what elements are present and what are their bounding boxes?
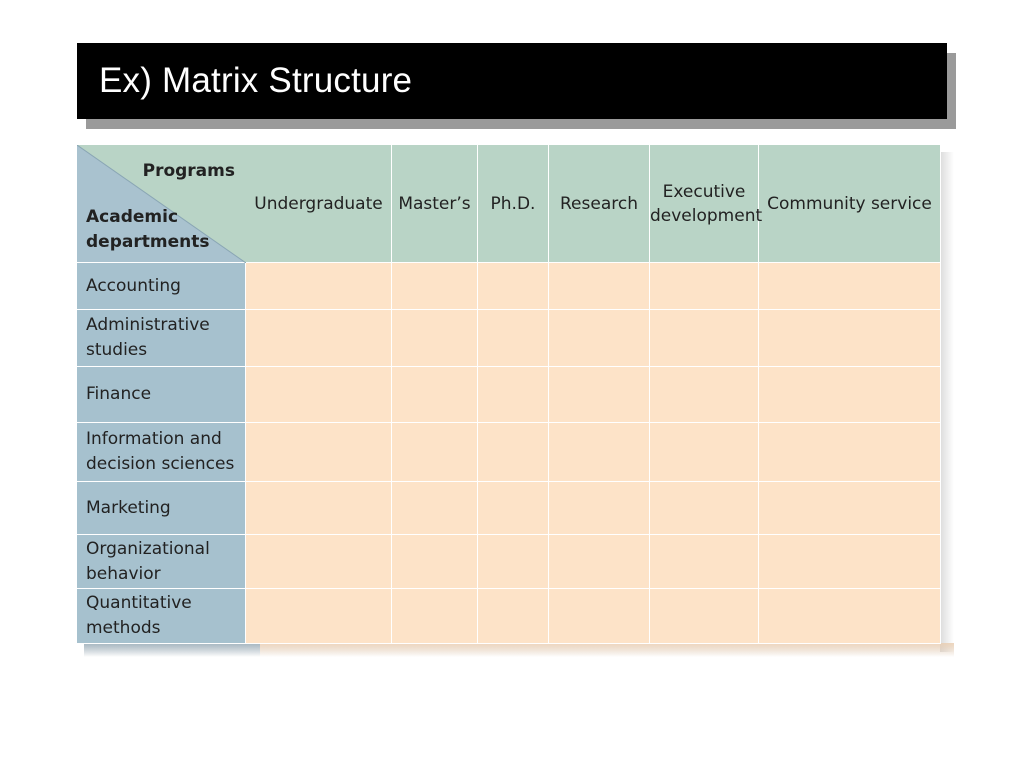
corner-programs-label: Programs [142,161,235,181]
matrix-cell [549,589,650,644]
corner-departments-label [86,205,209,255]
row-label-line1: Marketing [86,497,171,518]
row-label-line1: Quantitative [86,593,192,613]
matrix-cell [759,535,941,589]
row-label-line1: Finance [86,384,152,404]
matrix-cell [478,367,549,423]
column-header [478,145,549,263]
matrix-cell [478,535,549,589]
row-label [77,535,246,589]
row-label-line2: behavior [86,563,161,584]
matrix-cell [392,535,478,589]
matrix-cell [392,482,478,535]
title-banner [77,43,947,119]
row-label [77,367,246,423]
row-label [77,482,246,535]
matrix-shadow-right [940,152,954,652]
column-header [392,145,478,263]
matrix-shadow-bottom [84,643,954,657]
matrix-cell [246,535,392,589]
slide-title: Ex) Matrix Structure [99,61,413,100]
matrix-cell [549,423,650,482]
matrix-cell [549,310,650,367]
matrix-cell [759,423,941,482]
matrix-cell [478,310,549,367]
column-header-line1: Ph.D. [490,193,536,214]
row-label-line1: Administrative [86,315,210,335]
row-label [77,263,246,310]
matrix-cell [759,482,941,535]
row-label [77,310,246,367]
matrix-cell [246,482,392,535]
table-row [77,482,941,535]
matrix-cell [246,589,392,644]
matrix-cell [478,482,549,535]
matrix-cell [392,263,478,310]
column-header [549,145,650,263]
matrix-cell [392,423,478,482]
corner-cell [77,145,246,263]
row-label-line1: Information and [86,429,222,449]
matrix-cell [759,367,941,423]
row-label-line1: Accounting [86,275,181,296]
matrix-cell [549,367,650,423]
matrix-cell [759,263,941,310]
corner-departments-line1: Academic [86,207,179,227]
matrix-cell [650,263,759,310]
row-label-line2: methods [86,618,161,638]
column-header-line1: Master’s [398,193,471,214]
matrix-cell [478,263,549,310]
table-row [77,535,941,589]
column-header-line2: development [650,205,763,226]
matrix-table [76,144,941,644]
matrix-diagram [76,144,940,643]
row-label-line2: studies [86,340,148,360]
matrix-cell [549,482,650,535]
matrix-cell [650,423,759,482]
row-label-line1: Organizational [86,538,210,559]
column-header-line1: Research [560,193,638,214]
table-row [77,367,941,423]
matrix-cell [759,310,941,367]
column-header [246,145,392,263]
matrix-cell [478,423,549,482]
column-header-line1: Community service [767,193,932,214]
table-row [77,423,941,482]
corner-departments-line2: departments [86,232,210,252]
column-header-line1: Executive [662,181,746,202]
row-label [77,589,246,644]
matrix-cell [650,367,759,423]
matrix-cell [392,589,478,644]
matrix-cell [650,535,759,589]
row-label [77,423,246,482]
matrix-cell [549,263,650,310]
matrix-cell [650,310,759,367]
matrix-cell [392,367,478,423]
matrix-cell [478,589,549,644]
matrix-cell [246,310,392,367]
matrix-cell [246,263,392,310]
table-row [77,589,941,644]
row-label-line2: decision sciences [86,454,235,474]
column-header [650,145,763,263]
matrix-cell [759,589,941,644]
matrix-cell [549,535,650,589]
matrix-cell [650,482,759,535]
table-row [77,310,941,367]
column-header-line1: Undergraduate [254,193,383,214]
table-row [77,263,941,310]
matrix-cell [246,423,392,482]
column-header [759,145,941,263]
matrix-cell [246,367,392,423]
header-row [77,145,941,263]
matrix-cell [650,589,759,644]
matrix-cell [392,310,478,367]
